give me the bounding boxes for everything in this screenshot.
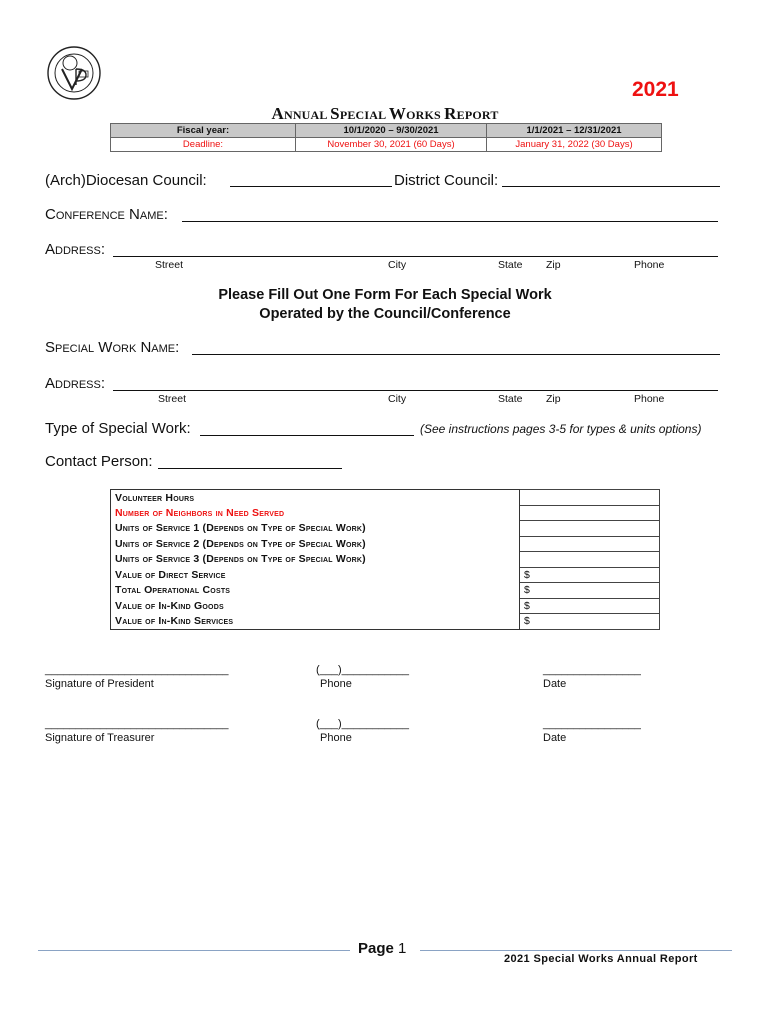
fiscal-year-label: Fiscal year: <box>111 124 296 138</box>
deadline-council: November 30, 2021 (60 Days) <box>296 138 487 152</box>
table-row <box>111 583 660 599</box>
stat-value-field[interactable]: $ <box>520 598 660 614</box>
stat-value-field[interactable]: $ <box>520 583 660 599</box>
president-signature-line[interactable]: ______________________________ <box>45 664 229 676</box>
district-council-label: District Council: <box>394 172 499 189</box>
stat-value-field[interactable] <box>520 505 660 521</box>
president-signature-label: Signature of President <box>45 678 154 690</box>
table-row <box>111 505 660 521</box>
diocesan-council-label: (Arch)Diocesan Council: <box>45 172 207 189</box>
address2-zip-caption: Zip <box>546 393 561 405</box>
conference-name-field[interactable] <box>182 221 718 222</box>
address-street-caption: Street <box>155 259 184 271</box>
president-phone-line[interactable]: (___)___________ <box>316 664 409 676</box>
stat-value-field[interactable] <box>520 490 660 506</box>
address-phone-caption: Phone <box>634 259 665 271</box>
special-work-stats-table <box>110 489 660 630</box>
stat-value-field[interactable]: $ <box>520 614 660 630</box>
stat-label: Volunteer Hours <box>111 490 520 506</box>
stat-value-field[interactable]: $ <box>520 567 660 583</box>
address2-city-caption: City <box>388 393 407 405</box>
address-city-caption: City <box>388 259 407 271</box>
special-work-name-label: Special Work Name: <box>45 339 180 356</box>
svdp-seal-icon <box>46 45 102 101</box>
type-instructions-note: (See instructions pages 3-5 for types & units options) <box>420 422 702 436</box>
president-date-label: Date <box>543 678 567 690</box>
president-date-line[interactable]: ________________ <box>543 664 641 676</box>
stat-label: Units of Service 1 (Depends on Type of Special Work) <box>111 521 520 537</box>
address-state-caption: State <box>498 259 523 271</box>
deadline-conference: January 31, 2022 (30 Days) <box>487 138 662 152</box>
contact-person-label: Contact Person: <box>45 453 153 470</box>
footer-document-title: 2021 Special Works Annual Report <box>504 953 698 965</box>
diocesan-council-field[interactable] <box>230 186 392 187</box>
special-work-name-field[interactable] <box>192 354 720 355</box>
fiscal-year-conference: 1/1/2021 – 12/31/2021 <box>487 124 662 138</box>
treasurer-phone-line[interactable]: (___)___________ <box>316 718 409 730</box>
special-work-address-field[interactable] <box>113 390 718 391</box>
stat-label: Number of Neighbors in Need Served <box>111 505 520 521</box>
table-row <box>111 536 660 552</box>
svdp-seal-logo <box>46 45 102 101</box>
table-row <box>111 614 660 630</box>
district-council-field[interactable] <box>502 186 720 187</box>
table-row <box>111 598 660 614</box>
page-number: Page 1 <box>358 940 407 957</box>
fiscal-year-table <box>110 123 662 152</box>
stat-label: Units of Service 3 (Depends on Type of Special Work) <box>111 552 520 568</box>
table-row <box>111 552 660 568</box>
treasurer-signature-label: Signature of Treasurer <box>45 732 155 744</box>
address2-phone-caption: Phone <box>634 393 665 405</box>
treasurer-date-line[interactable]: ________________ <box>543 718 641 730</box>
stat-label: Total Operational Costs <box>111 583 520 599</box>
special-work-address-label: Address: <box>45 375 106 392</box>
stat-label: Value of In-Kind Services <box>111 614 520 630</box>
table-row <box>111 567 660 583</box>
stat-label: Value of Direct Service <box>111 567 520 583</box>
special-work-type-label: Type of Special Work: <box>45 420 191 437</box>
president-phone-label: Phone <box>320 678 352 690</box>
treasurer-phone-label: Phone <box>320 732 352 744</box>
table-row <box>111 490 660 506</box>
stat-label: Units of Service 2 (Depends on Type of Special Work) <box>111 536 520 552</box>
conference-name-label: Conference Name: <box>45 206 168 223</box>
treasurer-signature-line[interactable]: ______________________________ <box>45 718 229 730</box>
fiscal-year-council: 10/1/2020 – 9/30/2021 <box>296 124 487 138</box>
fiscal-year-row <box>111 124 662 138</box>
stat-value-field[interactable] <box>520 552 660 568</box>
deadline-row <box>111 138 662 152</box>
stat-value-field[interactable] <box>520 521 660 537</box>
treasurer-date-label: Date <box>543 732 567 744</box>
footer-rule-left <box>38 950 350 951</box>
conference-address-field[interactable] <box>113 256 718 257</box>
form-title: ANNUAL SPECIAL WORKS REPORT <box>271 104 499 123</box>
address2-state-caption: State <box>498 393 523 405</box>
deadline-label: Deadline: <box>111 138 296 152</box>
special-work-type-field[interactable] <box>200 435 414 436</box>
instructions-line-1: Please Fill Out One Form For Each Special Work <box>218 287 552 303</box>
stat-label: Value of In-Kind Goods <box>111 598 520 614</box>
address-zip-caption: Zip <box>546 259 561 271</box>
report-year: 2021 <box>632 78 679 101</box>
conference-address-label: Address: <box>45 241 106 258</box>
instructions-line-2: Operated by the Council/Conference <box>259 306 511 322</box>
footer-rule-right <box>420 950 732 951</box>
contact-person-field[interactable] <box>158 468 342 469</box>
table-row <box>111 521 660 537</box>
address2-street-caption: Street <box>158 393 187 405</box>
stat-value-field[interactable] <box>520 536 660 552</box>
